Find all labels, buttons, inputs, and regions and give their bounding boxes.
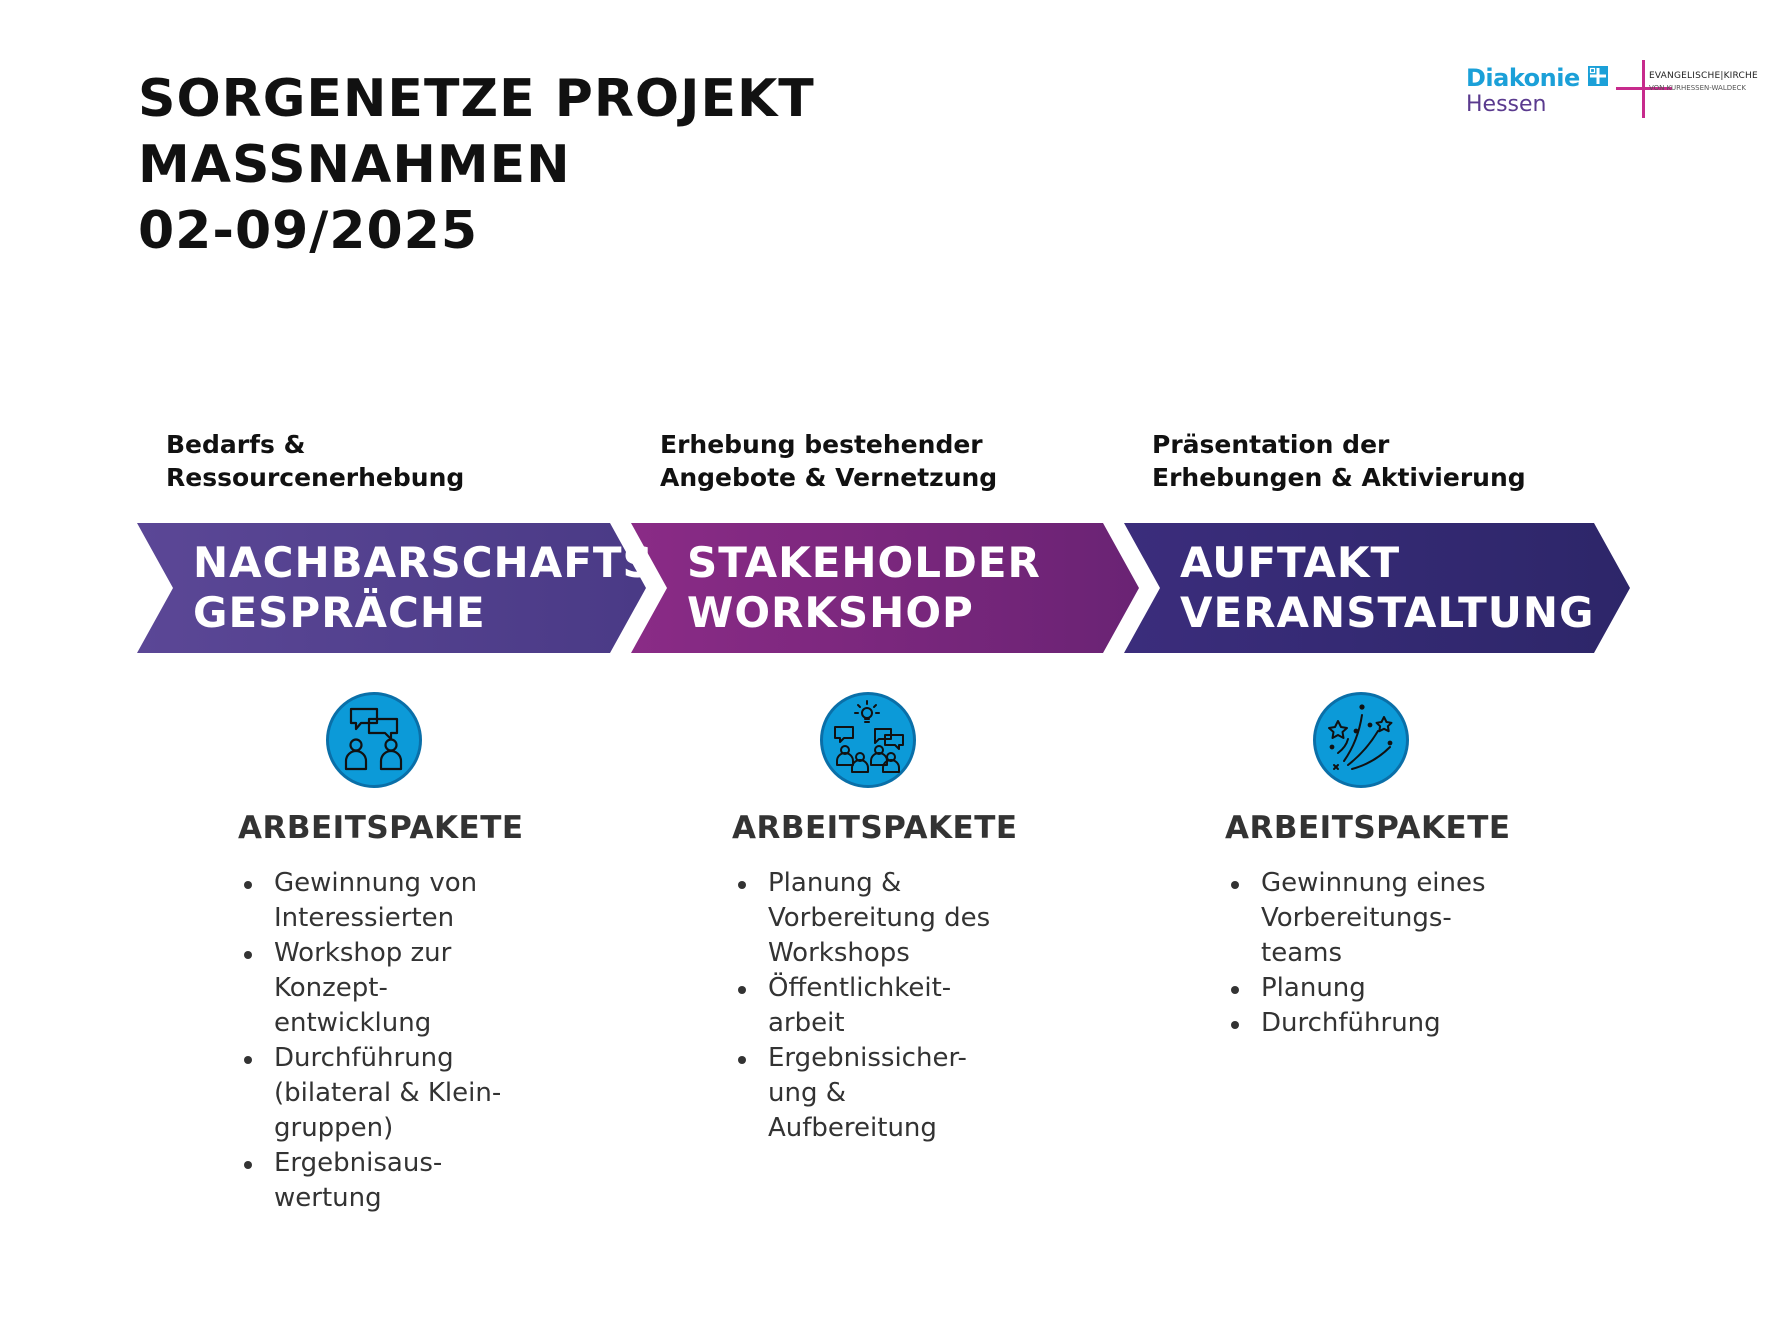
list-item-line: Ergebnisaus- xyxy=(274,1148,443,1178)
list-item-line: Aufbereitung xyxy=(768,1113,937,1143)
list-item-line: Workshop zur xyxy=(274,938,452,968)
subtitle-line: Ressourcenerhebung xyxy=(166,463,465,492)
chevron-label-line: WORKSHOP xyxy=(687,588,974,637)
list-item-line: Vorbereitungs- xyxy=(1261,903,1452,933)
chevron-label-line: AUFTAKT xyxy=(1180,538,1401,587)
list-item xyxy=(238,1146,501,1216)
chevron-label-line: NACHBARSCHAFTS xyxy=(193,538,654,587)
section-heading: ARBEITSPAKETE xyxy=(1225,810,1511,846)
subtitle-line: Präsentation der xyxy=(1152,430,1390,459)
ekkw-logo-subtext: VON KURHESSEN-WALDECK xyxy=(1649,84,1747,92)
list-item xyxy=(238,866,501,936)
chevron-label-line: STAKEHOLDER xyxy=(687,538,1041,587)
list-item xyxy=(1225,866,1486,971)
chevron-label xyxy=(687,538,1147,638)
chevron-label xyxy=(193,538,653,638)
work-package-list xyxy=(1225,866,1486,1041)
list-item-line: Planung xyxy=(1261,973,1366,1003)
list-item-line: Durchführung xyxy=(1261,1008,1441,1038)
list-item-line: Vorbereitung des xyxy=(768,903,991,933)
list-item-line: Durchführung xyxy=(274,1043,454,1073)
ekkw-logo-text: EVANGELISCHE|KIRCHE xyxy=(1649,71,1758,81)
list-item-line: gruppen) xyxy=(274,1113,394,1143)
list-item-line: Planung & xyxy=(768,868,902,898)
list-item-line: ung & xyxy=(768,1078,846,1108)
conversation-people-icon xyxy=(326,692,422,788)
subtitle-line: Erhebungen & Aktivierung xyxy=(1152,463,1526,492)
title-line: MASSNAHMEN xyxy=(138,135,571,195)
section-heading: ARBEITSPAKETE xyxy=(732,810,1018,846)
list-item-line: Gewinnung von xyxy=(274,868,478,898)
list-item xyxy=(732,1041,990,1146)
workshop-group-icon xyxy=(820,692,916,788)
list-item-line: Ergebnissicher- xyxy=(768,1043,967,1073)
title-line: 02-09/2025 xyxy=(138,201,479,261)
list-item xyxy=(1225,1006,1486,1041)
list-item-line: Workshops xyxy=(768,938,910,968)
chevron-label-line: VERANSTALTUNG xyxy=(1180,588,1595,637)
list-item xyxy=(238,1041,501,1146)
work-package-list xyxy=(732,866,990,1146)
list-item-line: teams xyxy=(1261,938,1342,968)
list-item-line: (bilateral & Klein- xyxy=(274,1078,502,1108)
diakonie-logo-text: Diakonie xyxy=(1466,64,1580,92)
list-item-line: Gewinnung eines xyxy=(1261,868,1486,898)
subtitle-line: Erhebung bestehender xyxy=(660,430,983,459)
chevron-label-line: GESPRÄCHE xyxy=(193,588,486,637)
subtitle-line: Bedarfs & xyxy=(166,430,306,459)
list-item xyxy=(732,866,990,971)
chevron-label xyxy=(1180,538,1640,638)
list-item-line: Öffentlichkeit- xyxy=(768,973,952,1003)
list-item xyxy=(238,936,501,1041)
list-item xyxy=(732,971,990,1041)
subtitle-line: Angebote & Vernetzung xyxy=(660,463,998,492)
list-item-line: entwicklung xyxy=(274,1008,432,1038)
work-package-list xyxy=(238,866,501,1216)
list-item-line: Konzept- xyxy=(274,973,388,1003)
hessen-logo-text: Hessen xyxy=(1466,92,1547,117)
title-line: SORGENETZE PROJEKT xyxy=(138,69,815,129)
fireworks-icon xyxy=(1313,692,1409,788)
list-item-line: wertung xyxy=(274,1183,382,1213)
list-item xyxy=(1225,971,1486,1006)
list-item-line: Interessierten xyxy=(274,903,455,933)
section-heading: ARBEITSPAKETE xyxy=(238,810,524,846)
list-item-line: arbeit xyxy=(768,1008,845,1038)
